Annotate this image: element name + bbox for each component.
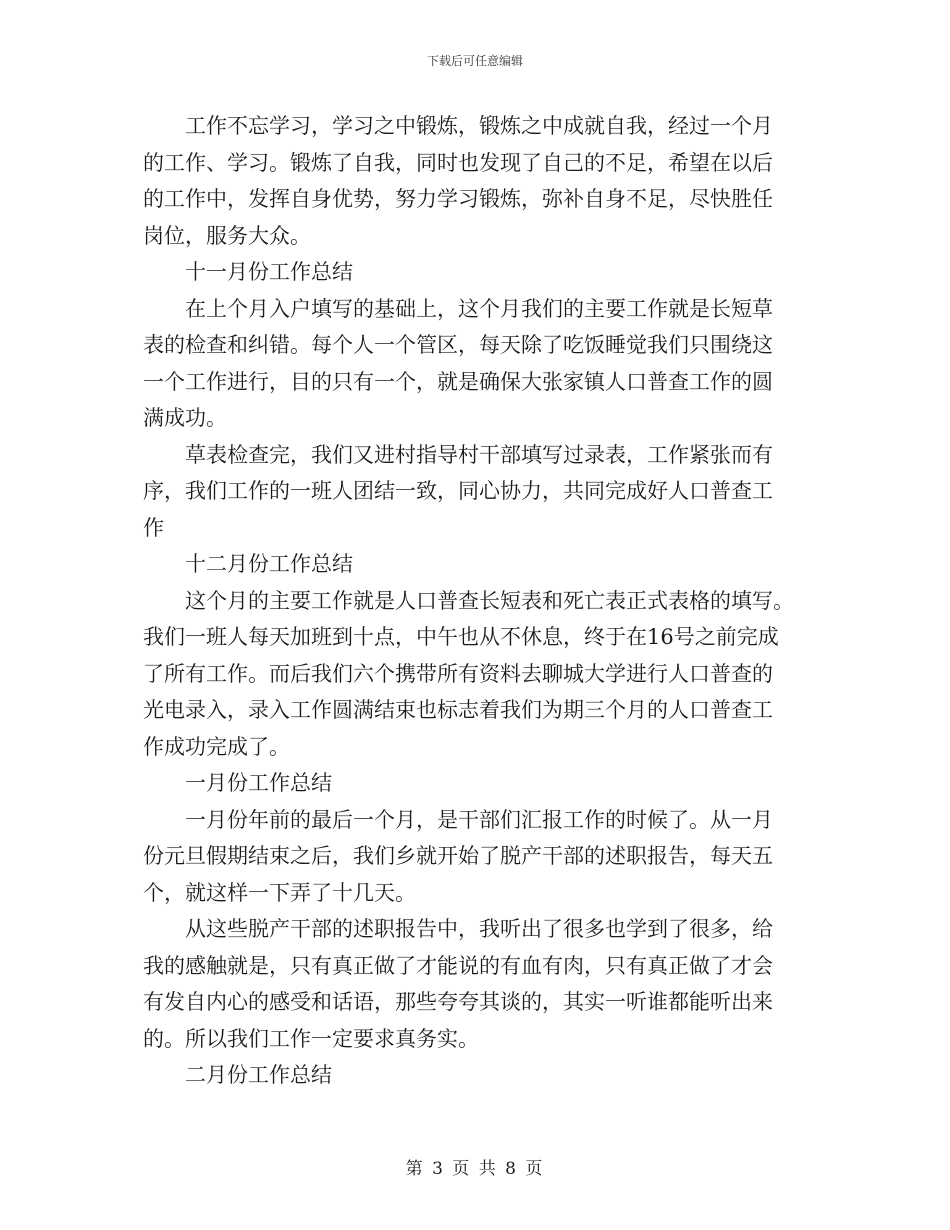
paragraph: [143, 437, 807, 547]
page-header: 下载后可任意编辑: [426, 54, 523, 68]
section-heading: 一月份工作总结: [185, 771, 332, 795]
paragraph-line: 的。所以我们工作一定要求真务实。: [143, 1026, 479, 1051]
paragraph-line: 作: [143, 515, 164, 540]
section-heading: 十二月份工作总结: [185, 552, 353, 576]
paragraph-line: 在上个月入户填写的基础上，这个月我们的主要工作就是长短草: [185, 296, 773, 321]
paragraph-line: 有发自内心的感受和话语，那些夸夸其谈的，其实一听谁都能听出来: [143, 990, 773, 1014]
paragraph: [143, 911, 807, 1057]
paragraph-line: 这个月的主要工作就是人口普查长短表和死亡表正式表格的填写。: [185, 588, 794, 613]
paragraph: [143, 583, 807, 766]
paragraph-line: 个，就这样一下弄了十几天。: [143, 880, 416, 905]
paragraph-line: 的工作中，发挥自身优势，努力学习锻炼，弥补自身不足，尽快胜任: [143, 187, 773, 211]
paragraph-line: 草表检查完，我们又进村指导村干部填写过录表，工作紧张而有: [185, 442, 773, 467]
paragraph-line: 我的感触就是，只有真正做了才能说的有血有肉，只有真正做了才会: [143, 953, 773, 978]
paragraph-line: 工作不忘学习，学习之中锻炼，锻炼之中成就自我，经过一个月: [185, 114, 773, 138]
paragraph-line: 一个工作进行，目的只有一个，就是确保大张家镇人口普查工作的圆: [143, 369, 773, 394]
section-heading: 二月份工作总结: [185, 1063, 332, 1087]
paragraph-line: 岗位，服务大众。: [143, 223, 311, 248]
paragraph-line: 从这些脱产干部的述职报告中，我听出了很多也学到了很多，给: [185, 917, 773, 941]
paragraph-line: 序，我们工作的一班人团结一致，同心协力，共同完成好人口普查工: [143, 479, 773, 503]
paragraph-line: 了所有工作。而后我们六个携带所有资料去聊城大学进行人口普查的: [143, 661, 773, 686]
paragraph: [143, 108, 807, 254]
page-footer: 第 3 页 共 8 页: [405, 1159, 545, 1179]
paragraph-line: 作成功完成了。: [143, 734, 290, 759]
paragraph-line: 一月份年前的最后一个月，是干部们汇报工作的时候了。从一月: [185, 807, 773, 832]
paragraph: [143, 291, 807, 437]
paragraph-line: 满成功。: [143, 406, 227, 430]
paragraph-line: 的工作、学习。锻炼了自我，同时也发现了自己的不足，希望在以后: [143, 150, 773, 175]
document-body: [143, 108, 807, 1094]
section-heading: 十一月份工作总结: [185, 260, 353, 284]
paragraph-line: 光电录入，录入工作圆满结束也标志着我们为期三个月的人口普查工: [143, 698, 773, 722]
paragraph-line: 份元旦假期结束之后，我们乡就开始了脱产干部的述职报告，每天五: [143, 844, 773, 868]
paragraph-line: 我们一班人每天加班到十点，中午也从不休息，终于在16号之前完成: [143, 625, 779, 649]
paragraph: [143, 802, 807, 912]
paragraph-line: 表的检查和纠错。每个人一个管区，每天除了吃饭睡觉我们只围绕这: [143, 333, 773, 357]
